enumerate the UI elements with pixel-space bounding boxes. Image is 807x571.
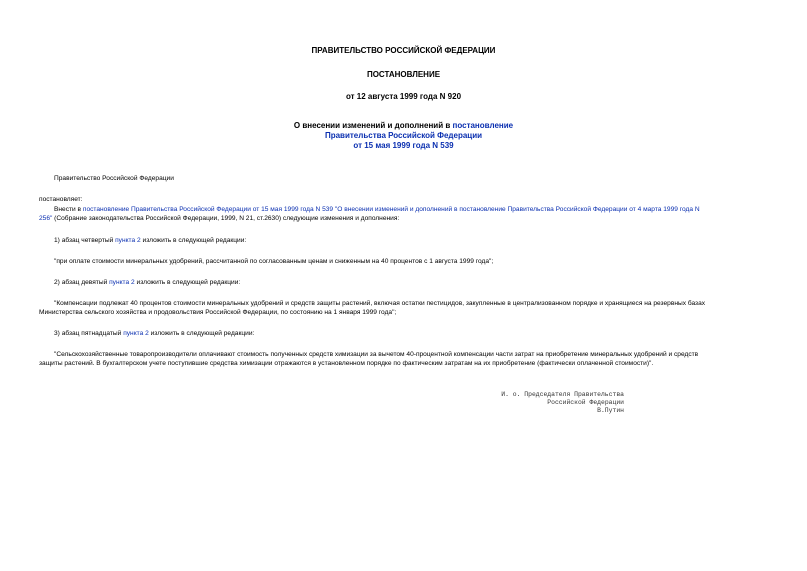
- paragraph-government: Правительство Российской Федерации: [54, 175, 174, 182]
- item-2-text-end: изложить в следующей редакции:: [134, 279, 241, 286]
- amend-link-cont[interactable]: 256": [39, 215, 53, 222]
- item-3-text: 3) абзац пятнадцатый: [54, 330, 124, 337]
- item-2-text: 2) абзац девятый: [54, 279, 110, 286]
- quote-3-line-1: "Сельскохозяйственные товаропроизводители оплачивают стоимость полученных средств химизации за вычетом 40-процентной компенсации части затрат на приобретение минеральных удобрений и средств: [54, 351, 699, 358]
- amend-text-cont: (Собрание законодательства Российской Федерации, 1999, N 21, ст.2630) следующие изменения и дополнения:: [52, 215, 400, 222]
- date-number-heading: от 12 августа 1999 года N 920: [345, 92, 462, 101]
- signature-name: В.Путин: [597, 407, 624, 414]
- title-line-3[interactable]: от 15 мая 1999 года N 539: [353, 141, 454, 150]
- item-2: [54, 278, 240, 287]
- title-line-1: [0, 121, 807, 131]
- title-line-2[interactable]: Правительства Российской Федерации: [324, 131, 483, 140]
- title-link-postanovlenie[interactable]: постановление: [452, 121, 514, 130]
- signature-title: И. о. Председателя Правительства: [501, 391, 624, 398]
- quote-2-line-1: "Компенсации подлежат 40 процентов стоимости минеральных удобрений и средств защиты растений, включая остатки пестицидов, закупленные в централизованном порядке и хранящиеся на резервных базах: [54, 300, 706, 307]
- amend-link[interactable]: постановление Правительства Российской Федерации от 15 мая 1999 года N 539 "О внесении изменений и дополнений в постановление Правительства Российской Федерации от 4 марта 1999 года N: [82, 206, 700, 213]
- quote-3-line-2: защиты растений. В бухгалтерском учете поступившие средства химизации отражаются в установленном порядке по фактическим затратам на их приобретение (фактически оплаченной стоимости)".: [39, 360, 654, 367]
- item-3-text-end: изложить в следующей редакции:: [148, 330, 255, 337]
- quote-1: "при оплате стоимости минеральных удобрений, рассчитанной по согласованным ценам и сниженным на 40 процентов с 1 августа 1999 года";: [54, 258, 494, 265]
- item-1-link[interactable]: пункта 2: [115, 237, 141, 244]
- item-2-link[interactable]: пункта 2: [109, 279, 135, 286]
- item-1: [54, 236, 246, 245]
- paragraph-resolves: постановляет:: [39, 196, 83, 203]
- item-3: [54, 329, 254, 338]
- item-3-link[interactable]: пункта 2: [123, 330, 149, 337]
- quote-2-line-2: Министерства сельского хозяйства и продовольствия Российской Федерации, по состоянию на 1 января 1999 года";: [39, 309, 397, 316]
- amend-text: Внести в: [54, 206, 83, 213]
- paragraph-amend-line-1: [54, 205, 700, 214]
- title-plain: О внесении изменений и дополнений в: [293, 121, 453, 130]
- signature-org: Российской Федерации: [547, 399, 624, 406]
- item-1-text: 1) абзац четвертый: [54, 237, 116, 244]
- doc-type-heading: ПОСТАНОВЛЕНИЕ: [366, 70, 441, 79]
- paragraph-amend-line-2: [39, 214, 399, 223]
- org-heading: ПРАВИТЕЛЬСТВО РОССИЙСКОЙ ФЕДЕРАЦИИ: [311, 46, 496, 55]
- item-1-text-end: изложить в следующей редакции:: [140, 237, 247, 244]
